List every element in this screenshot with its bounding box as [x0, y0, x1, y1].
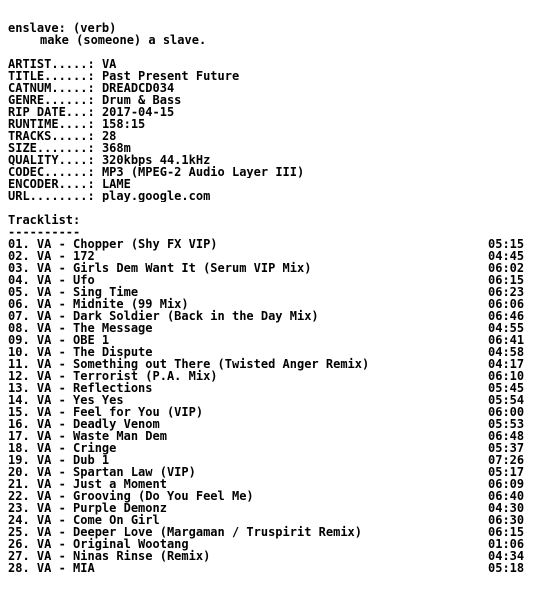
info-value: 2017-04-15: [101, 106, 175, 118]
track-title: 13. VA - Reflections: [8, 381, 153, 395]
track-duration: 04:58: [488, 345, 525, 359]
track-duration: 06:02: [488, 261, 525, 275]
track-duration: 06:41: [488, 333, 525, 347]
info-value: 368m: [101, 142, 131, 154]
track-title: 14. VA - Yes Yes: [8, 393, 124, 407]
track-duration: 05:17: [488, 465, 525, 479]
info-value: play.google.com: [101, 190, 211, 202]
track-duration: 01:06: [488, 537, 525, 551]
info-value: 28: [101, 130, 117, 142]
track-duration: 06:09: [488, 477, 525, 491]
track-duration: 06:40: [488, 489, 525, 503]
info-value: VA: [101, 58, 117, 70]
track-title: 22. VA - Grooving (Do You Feel Me): [8, 489, 254, 503]
track-title: 11. VA - Something out There (Twisted Anger Remix): [8, 357, 370, 371]
info-key: TRACKS.....:: [8, 130, 95, 142]
info-key: SIZE.......:: [8, 142, 95, 154]
track-title: 26. VA - Original Wootang: [8, 537, 189, 551]
track-duration: 04:34: [488, 549, 525, 563]
track-duration: 06:30: [488, 513, 525, 527]
info-value: MP3 (MPEG-2 Audio Layer III): [101, 166, 305, 178]
track-duration: 05:15: [488, 237, 525, 251]
track-duration: 06:15: [488, 273, 525, 287]
track-title: 08. VA - The Message: [8, 321, 153, 335]
track-duration: 06:48: [488, 429, 525, 443]
info-key: ARTIST.....:: [8, 58, 95, 70]
track-duration: 06:15: [488, 525, 525, 539]
track-duration: 05:37: [488, 441, 525, 455]
tracklist-underline: ----------: [8, 226, 81, 238]
track-title: 24. VA - Come On Girl: [8, 513, 160, 527]
track-title: 27. VA - Ninas Rinse (Remix): [8, 549, 211, 563]
info-row: [8, 94, 528, 106]
track-duration: 05:54: [488, 393, 525, 407]
info-key: URL........:: [8, 190, 95, 202]
info-key: CATNUM.....:: [8, 82, 95, 94]
track-title: 28. VA - MIA: [8, 561, 95, 575]
info-value: LAME: [101, 178, 131, 190]
tracklist-heading: Tracklist:: [8, 214, 81, 226]
info-key: TITLE......:: [8, 70, 95, 82]
track-title: 10. VA - The Dispute: [8, 345, 153, 359]
track-title: 02. VA - 172: [8, 249, 95, 263]
track-title: 17. VA - Waste Man Dem: [8, 429, 167, 443]
info-row: [8, 70, 528, 82]
track-duration: 04:30: [488, 501, 525, 515]
info-row: [8, 166, 528, 178]
info-key: RUNTIME....:: [8, 118, 95, 130]
nfo-document: [8, 22, 528, 574]
info-row: [8, 178, 528, 190]
spacer: [8, 46, 528, 58]
track-title: 06. VA - Midnite (99 Mix): [8, 297, 189, 311]
info-row: [8, 142, 528, 154]
info-row: [8, 82, 528, 94]
track-title: 03. VA - Girls Dem Want It (Serum VIP Mix): [8, 261, 312, 275]
info-key: RIP DATE...:: [8, 106, 95, 118]
info-row: [8, 130, 528, 142]
track-title: 12. VA - Terrorist (P.A. Mix): [8, 369, 218, 383]
info-value: 158:15: [101, 118, 146, 130]
track-title: 16. VA - Deadly Venom: [8, 417, 160, 431]
track-title: 20. VA - Spartan Law (VIP): [8, 465, 196, 479]
info-key: QUALITY....:: [8, 154, 95, 166]
track-title: 18. VA - Cringe: [8, 441, 117, 455]
track-title: 07. VA - Dark Soldier (Back in the Day Mix): [8, 309, 319, 323]
info-value: 320kbps 44.1kHz: [101, 154, 211, 166]
info-row: [8, 106, 528, 118]
info-row: [8, 154, 528, 166]
info-key: CODEC......:: [8, 166, 95, 178]
track-duration: 07:26: [488, 453, 525, 467]
track-title: 05. VA - Sing Time: [8, 285, 139, 299]
track-title: 15. VA - Feel for You (VIP): [8, 405, 204, 419]
spacer: [8, 202, 528, 214]
track-duration: 05:53: [488, 417, 525, 431]
definition-term: enslave: (verb): [8, 22, 117, 34]
track-row: [8, 562, 528, 574]
track-title: 21. VA - Just a Moment: [8, 477, 167, 491]
info-row: [8, 118, 528, 130]
release-info: [8, 58, 528, 202]
info-row: [8, 190, 528, 202]
track-title: 04. VA - Ufo: [8, 273, 95, 287]
track-list: [8, 238, 528, 574]
track-duration: 04:45: [488, 249, 525, 263]
track-title: 23. VA - Purple Demonz: [8, 501, 167, 515]
info-value: DREADCD034: [101, 82, 175, 94]
track-title: 09. VA - OBE 1: [8, 333, 110, 347]
track-title: 01. VA - Chopper (Shy FX VIP): [8, 237, 218, 251]
info-value: Drum & Bass: [101, 94, 182, 106]
track-duration: 04:17: [488, 357, 525, 371]
track-duration: 04:55: [488, 321, 525, 335]
track-duration: 06:00: [488, 405, 525, 419]
info-key: GENRE......:: [8, 94, 95, 106]
track-duration: 06:06: [488, 297, 525, 311]
info-value: Past Present Future: [101, 70, 240, 82]
info-key: ENCODER....:: [8, 178, 95, 190]
track-title: 19. VA - Dub 1: [8, 453, 110, 467]
track-duration: 06:23: [488, 285, 525, 299]
track-duration: 05:45: [488, 381, 525, 395]
info-row: [8, 58, 528, 70]
track-duration: 06:10: [488, 369, 525, 383]
definition-text: make (someone) a slave.: [40, 34, 207, 46]
track-duration: 05:18: [488, 561, 525, 575]
track-title: 25. VA - Deeper Love (Margaman / Truspirit Remix): [8, 525, 363, 539]
track-duration: 06:46: [488, 309, 525, 323]
